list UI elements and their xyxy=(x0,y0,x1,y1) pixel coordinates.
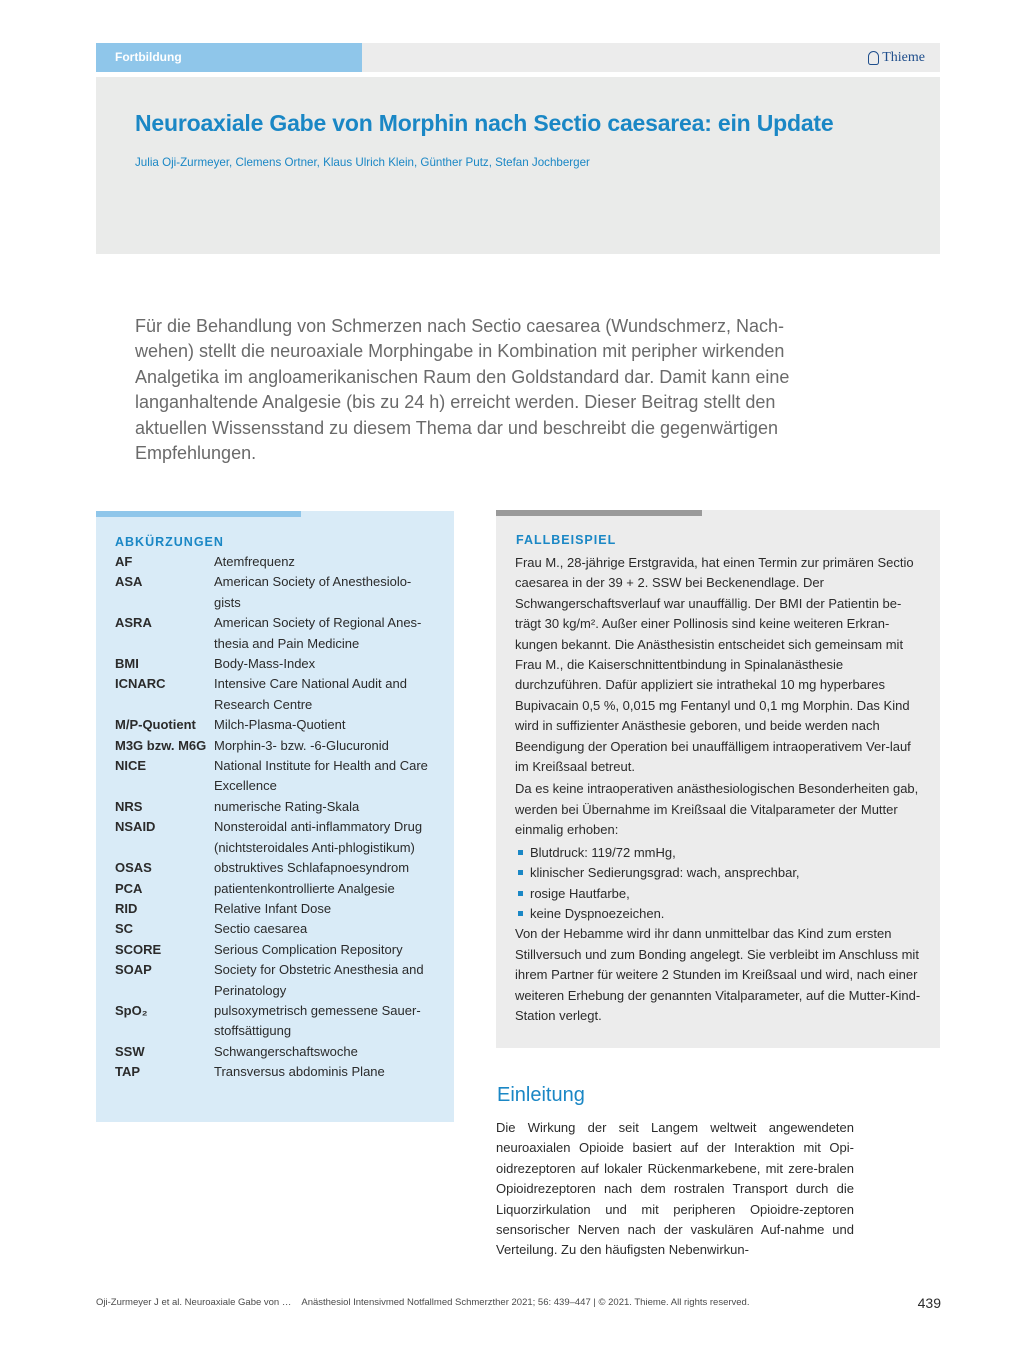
abbreviation-definition: pulsoxymetrisch gemessene Sauer-stoffsättigung xyxy=(214,1002,421,1039)
abbreviation-term: RID xyxy=(115,900,138,916)
abbreviation-definition: numerische Rating-Skala xyxy=(214,798,360,814)
article-title: Neuroaxiale Gabe von Morphin nach Sectio caesarea: ein Update xyxy=(135,110,834,136)
list-item-text: rosige Hautfarbe, xyxy=(530,885,630,901)
abbreviation-definition: Sectio caesarea xyxy=(214,921,308,937)
abbreviation-definition: patientenkontrollierte Analgesie xyxy=(214,880,395,896)
list-item xyxy=(515,863,923,883)
abbreviation-row xyxy=(115,552,435,572)
abbreviation-term: ASRA xyxy=(115,615,152,631)
square-bullet-icon xyxy=(518,850,523,855)
article-authors: Julia Oji-Zurmeyer, Clemens Ortner, Klaus Ulrich Klein, Günther Putz, Stefan Jochberger xyxy=(135,156,590,169)
abbreviation-definition: American Society of Regional Anes-thesia and Pain Medicine xyxy=(214,615,422,651)
section-heading-introduction: Einleitung xyxy=(497,1084,585,1106)
publisher-brand xyxy=(868,50,925,66)
abbreviation-definition: Milch-Plasma-Quotient xyxy=(214,717,346,733)
abbreviation-term: SSW xyxy=(115,1043,145,1059)
abbreviation-term: BMI xyxy=(115,656,139,672)
abbreviation-row xyxy=(115,1001,435,1042)
abbreviation-definition: Nonsteroidal anti-inflammatory Drug (nichtsteroidales Anti-phlogistikum) xyxy=(214,819,423,855)
abbreviation-definition: Atemfrequenz xyxy=(214,554,295,569)
abbreviation-row xyxy=(115,1062,435,1082)
abbreviation-row xyxy=(115,919,435,939)
list-item xyxy=(515,843,923,863)
abbreviation-term: ICNARC xyxy=(115,676,166,692)
vital-signs-list xyxy=(515,843,923,925)
abbreviation-definition: Society for Obstetric Anesthesia and Perinatology xyxy=(214,962,424,998)
abbreviation-row xyxy=(115,674,435,715)
square-bullet-icon xyxy=(518,911,523,916)
list-item-text: keine Dyspnoezeichen. xyxy=(530,905,665,921)
abbreviations-table xyxy=(115,552,435,1083)
abbreviation-term: SpO₂ xyxy=(115,1002,148,1018)
list-item xyxy=(515,884,923,904)
abbreviation-term: SC xyxy=(115,921,134,937)
page-footer xyxy=(96,1297,749,1308)
abbreviation-row xyxy=(115,1042,435,1062)
abbreviation-row xyxy=(115,797,435,817)
abbreviation-term: SCORE xyxy=(115,941,162,957)
abbreviation-row xyxy=(115,613,435,654)
square-bullet-icon xyxy=(518,891,523,896)
abbreviation-row xyxy=(115,817,435,858)
abbreviation-definition: Body-Mass-Index xyxy=(214,656,316,672)
abbreviations-heading: ABKÜRZUNGEN xyxy=(115,535,224,549)
article-lead: Für die Behandlung von Schmerzen nach Sectio caesarea (Wundschmerz, Nach-wehen) stellt die neuroaxiale Morphingabe in Kombination mit peripher wirkenden Analgetika im angloamerikanischen Raum den Goldstandard dar. Damit kann eine langanhaltende Analgesie (bis zu 24 h) erreicht werden. Dieser Beitrag stellt den aktuellen Wissensstand zu diesem Thema dar und beschreibt die gegenwärtigen Empfehlungen. xyxy=(135,316,790,464)
abbreviation-row xyxy=(115,940,435,960)
case-report-accent-bar xyxy=(496,510,702,516)
abbreviation-term: NRS xyxy=(115,798,143,814)
footer-citation: Oji-Zurmeyer J et al. Neuroaxiale Gabe von … xyxy=(96,1297,292,1308)
abbreviation-row xyxy=(115,736,435,756)
abbreviation-term: NICE xyxy=(115,758,147,774)
abbreviation-definition: obstruktives Schlafapnoesyndrom xyxy=(214,860,410,876)
abbreviation-definition: National Institute for Health and Care Excellence xyxy=(214,758,428,794)
abbreviation-row xyxy=(115,572,435,613)
abbreviation-row xyxy=(115,654,435,674)
case-report-paragraph: Frau M., 28-jährige Erstgravida, hat einen Termin zur primären Sectio caesarea in der 39 + 2. SSW bei Beckenendlage. Der Schwangerschaftsverlauf war unauffällig. Der BMI der Patientin be-trägt 30 kg/m². Außer einer Pollinosis sind keine weiteren Erkran-kungen bekannt. Die Anästhesistin entscheidet sich gemeinsam mit Frau M., die Kaiserschnittentbindung in Spinalanästhesie durchzuführen. Dafür appliziert sie intrathekal 10 mg hyperbares Bupivacain 0,5 %, 0,015 mg Fentanyl und 0,1 mg Morphin. Das Kind wird in suffizienter Anästhesie geboren, und beide werden nach Beendigung der Operation bei unauffälligem intraoperativem Ver-lauf im Kreißsaal betreut. xyxy=(515,555,914,775)
abbreviation-term: PCA xyxy=(115,880,143,896)
abbreviation-term: M3G bzw. M6G xyxy=(115,737,207,753)
list-item-text: Blutdruck: 119/72 mmHg, xyxy=(530,844,676,860)
publisher-name: Thieme xyxy=(882,50,925,65)
abbreviation-term: ASA xyxy=(115,574,143,590)
thieme-logo-icon xyxy=(868,51,879,65)
case-report-heading: FALLBEISPIEL xyxy=(516,533,617,547)
abbreviation-definition: Transversus abdominis Plane xyxy=(214,1064,385,1080)
abbreviations-accent-bar xyxy=(96,511,301,517)
abbreviation-row xyxy=(115,858,435,878)
abbreviation-term: OSAS xyxy=(115,860,152,876)
abbreviation-definition: Morphin-3- bzw. -6-Glucuronid xyxy=(214,737,389,753)
abbreviation-definition: Serious Complication Repository xyxy=(214,941,403,957)
section-label: Fortbildung xyxy=(96,43,362,72)
introduction-text: Die Wirkung der seit Langem weltweit angewendeten neuroaxialen Opioide basiert auf der Interaktion mit Opi-oidrezeptoren auf lokaler Rückenmarkebene, mit zere-bralen Opioidrezeptoren nach dem rostralen Transport durch die Liquorzirkulation und mit peripheren Opioidre-zeptoren sensorischer Nerven nach der vaskulären Auf-nahme und Verteilung. Zu den häufigsten Nebenwirkun- xyxy=(496,1120,854,1258)
abbreviation-definition: Relative Infant Dose xyxy=(214,900,332,916)
abbreviation-term: TAP xyxy=(115,1064,141,1080)
abbreviation-row xyxy=(115,756,435,797)
page-number: 439 xyxy=(917,1295,941,1311)
abbreviation-term: AF xyxy=(115,554,133,569)
case-report-paragraph: Da es keine intraoperativen anästhesiologischen Besonderheiten gab, werden bei Übernahme im Kreißsaal die Vitalparameter der Mutter einmalig erhoben: xyxy=(515,781,919,838)
list-item-text: klinischer Sedierungsgrad: wach, ansprechbar, xyxy=(530,865,800,881)
abbreviation-row xyxy=(115,879,435,899)
square-bullet-icon xyxy=(518,870,523,875)
footer-journal: Anästhesiol Intensivmed Notfallmed Schmerzther 2021; 56: 439–447 | © 2021. Thieme. All rights reserved. xyxy=(301,1297,750,1308)
abbreviation-term: SOAP xyxy=(115,962,152,978)
case-report-body xyxy=(515,553,923,1026)
abbreviation-term: M/P-Quotient xyxy=(115,717,196,733)
abbreviation-definition: Intensive Care National Audit and Research Centre xyxy=(214,676,407,712)
case-report-paragraph: Von der Hebamme wird ihr dann unmittelbar das Kind zum ersten Stillversuch und zum Bonding angelegt. Sie verbleibt im Anschluss mit ihrem Partner für weitere 2 Stunden im Kreißsaal und wird, nach einer weiteren Erhebung der genannten Vitalparameter, auf die Mutter-Kind-Station verlegt. xyxy=(515,926,921,1023)
abbreviation-definition: American Society of Anesthesiolo-gists xyxy=(214,574,412,610)
abbreviation-definition: Schwangerschaftswoche xyxy=(214,1043,358,1059)
abbreviation-row xyxy=(115,715,435,735)
abbreviation-row xyxy=(115,899,435,919)
abbreviation-row xyxy=(115,960,435,1001)
abbreviation-term: NSAID xyxy=(115,819,156,835)
list-item xyxy=(515,904,923,924)
